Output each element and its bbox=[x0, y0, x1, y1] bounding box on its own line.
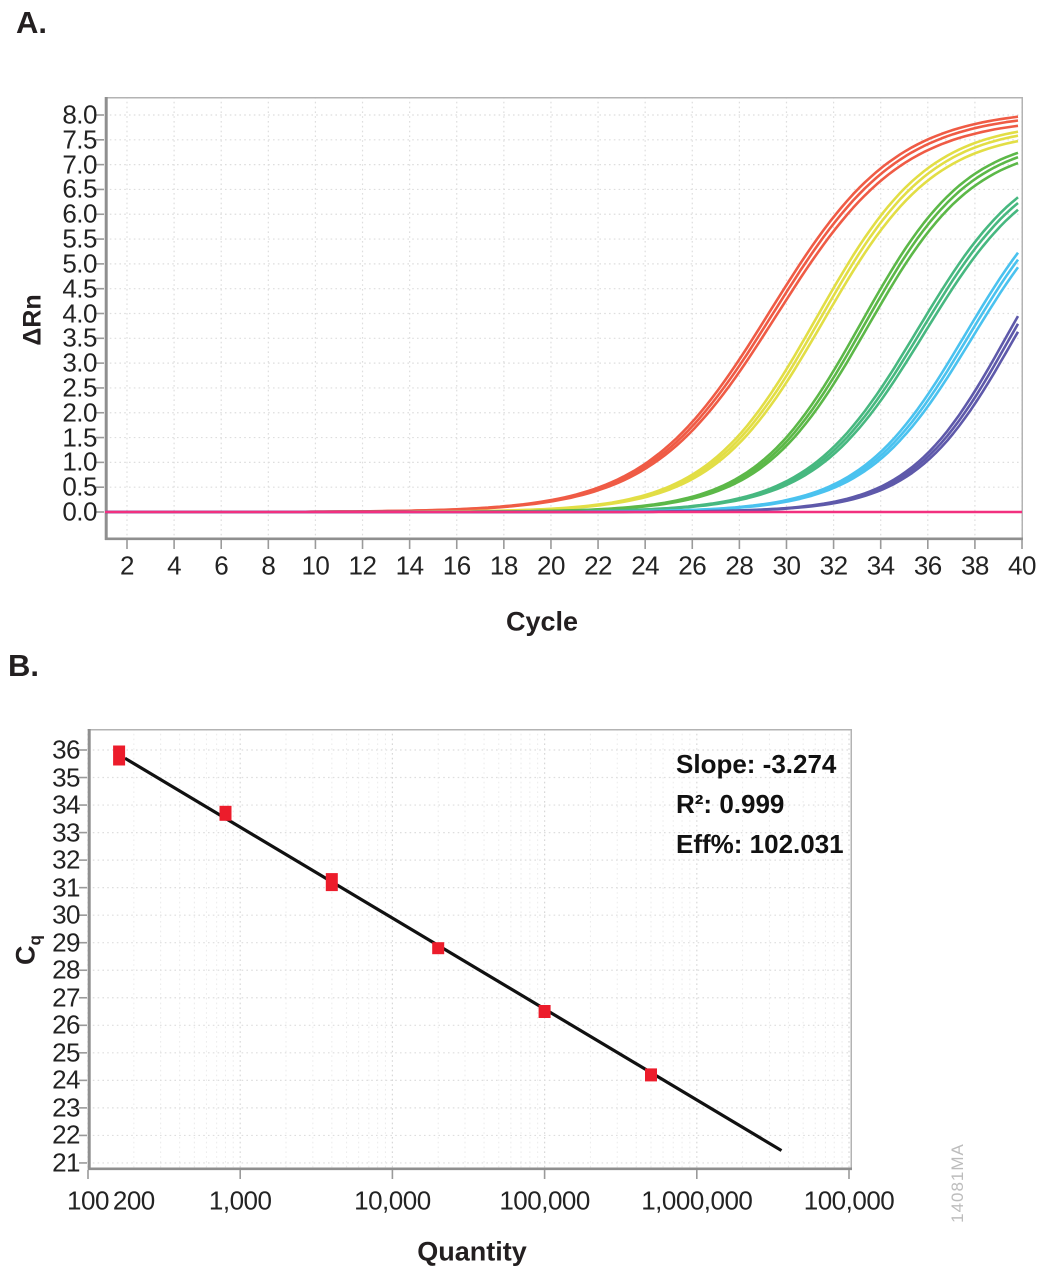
amp-y-tick-label: 2.0 bbox=[62, 397, 97, 428]
panel-b-label: B. bbox=[8, 648, 39, 683]
std-y-tick-label: 36 bbox=[52, 734, 80, 765]
std-y-tick-label: 24 bbox=[52, 1064, 80, 1095]
y-axis-title-cq bbox=[11, 935, 46, 965]
amp-y-tick-label: 3.5 bbox=[62, 322, 97, 353]
amp-y-tick-label: 4.5 bbox=[62, 273, 97, 304]
amp-x-tick-label: 24 bbox=[631, 550, 660, 581]
amp-y-tick-label: 0.5 bbox=[62, 471, 97, 502]
amp-y-tick-label: 3.0 bbox=[62, 347, 97, 378]
std-y-tick-label: 27 bbox=[52, 982, 80, 1013]
amp-x-tick-label: 18 bbox=[489, 550, 518, 581]
figure-id-watermark: 14081MA bbox=[948, 1143, 967, 1223]
cq-label-base: C bbox=[10, 945, 41, 965]
amp-y-tick-label: 1.0 bbox=[62, 446, 97, 477]
stat-efficiency: Eff%: 102.031 bbox=[676, 829, 844, 859]
amp-y-tick-label: 5.5 bbox=[62, 223, 97, 254]
std-x-tick-label: 1,000 bbox=[208, 1185, 272, 1216]
std-y-tick-label: 31 bbox=[52, 872, 80, 903]
amp-x-tick-label: 2 bbox=[120, 550, 134, 581]
std-y-tick-label: 33 bbox=[52, 817, 80, 848]
amp-y-tick-label: 7.5 bbox=[62, 124, 97, 155]
amp-x-tick-label: 6 bbox=[214, 550, 229, 581]
std-x-tick-label: 100,000 bbox=[499, 1185, 590, 1216]
amp-y-tick-label: 4.0 bbox=[62, 298, 97, 328]
std-x-tick-label: 100 bbox=[67, 1185, 109, 1216]
amp-y-tick-label: 2.5 bbox=[62, 372, 97, 403]
std-y-tick-label: 32 bbox=[52, 844, 80, 875]
x-axis-title-quantity: Quantity bbox=[417, 1236, 527, 1267]
std-y-tick-label: 23 bbox=[52, 1092, 80, 1123]
amp-y-tick-label: 0.0 bbox=[62, 496, 97, 527]
std-y-tick-label: 35 bbox=[52, 762, 80, 793]
y-axis-title-drn: ΔRn bbox=[18, 294, 47, 346]
std-y-tick-label: 28 bbox=[52, 954, 80, 985]
std-y-tick-label: 25 bbox=[52, 1037, 80, 1068]
std-x-tick-label: 100,000 bbox=[803, 1185, 895, 1216]
amp-x-tick-label: 14 bbox=[395, 550, 424, 581]
std-y-tick-label: 26 bbox=[52, 1009, 80, 1040]
amp-x-tick-label: 32 bbox=[819, 550, 848, 581]
cq-label-subscript: q bbox=[25, 935, 45, 946]
stat-r2: R²: 0.999 bbox=[676, 789, 785, 819]
amp-y-tick-label: 1.5 bbox=[62, 422, 97, 453]
amp-x-tick-label: 4 bbox=[167, 550, 182, 581]
stat-slope: Slope: -3.274 bbox=[676, 749, 837, 779]
std-x-tick-label: 200 bbox=[112, 1185, 155, 1216]
amp-x-tick-label: 34 bbox=[866, 550, 895, 581]
std-x-tick-label: 1,000,000 bbox=[641, 1185, 753, 1216]
amp-y-tick-label: 7.0 bbox=[62, 149, 97, 180]
std-y-tick-label: 30 bbox=[52, 899, 80, 930]
amp-x-tick-label: 26 bbox=[678, 550, 707, 581]
std-y-tick-label: 34 bbox=[52, 789, 80, 820]
amp-y-tick-label: 5.0 bbox=[62, 248, 97, 279]
regression-stats bbox=[676, 744, 844, 864]
amp-y-tick-label: 6.5 bbox=[62, 173, 97, 204]
amp-x-tick-label: 22 bbox=[584, 550, 613, 581]
std-y-tick-label: 29 bbox=[52, 927, 80, 958]
amp-x-tick-label: 36 bbox=[913, 550, 942, 581]
amp-x-tick-label: 30 bbox=[772, 550, 801, 581]
amp-x-tick-label: 40 bbox=[1008, 550, 1036, 581]
amp-x-tick-label: 10 bbox=[301, 550, 330, 581]
x-axis-title-cycle: Cycle bbox=[505, 606, 579, 637]
amp-x-tick-label: 28 bbox=[725, 550, 754, 581]
amp-y-tick-label: 6.0 bbox=[62, 198, 97, 229]
amp-x-tick-label: 8 bbox=[261, 550, 276, 581]
panel-a-label: A. bbox=[16, 5, 47, 40]
amplification-plot-canvas bbox=[105, 97, 1023, 540]
std-y-tick-label: 22 bbox=[52, 1119, 80, 1150]
amp-x-tick-label: 38 bbox=[960, 550, 989, 581]
amp-x-tick-label: 16 bbox=[442, 550, 471, 581]
std-y-tick-label: 21 bbox=[52, 1147, 80, 1178]
amp-x-tick-label: 20 bbox=[536, 550, 565, 581]
std-x-tick-label: 10,000 bbox=[354, 1185, 431, 1216]
amp-x-tick-label: 12 bbox=[348, 550, 377, 581]
amp-y-tick-label: 8.0 bbox=[62, 99, 97, 130]
